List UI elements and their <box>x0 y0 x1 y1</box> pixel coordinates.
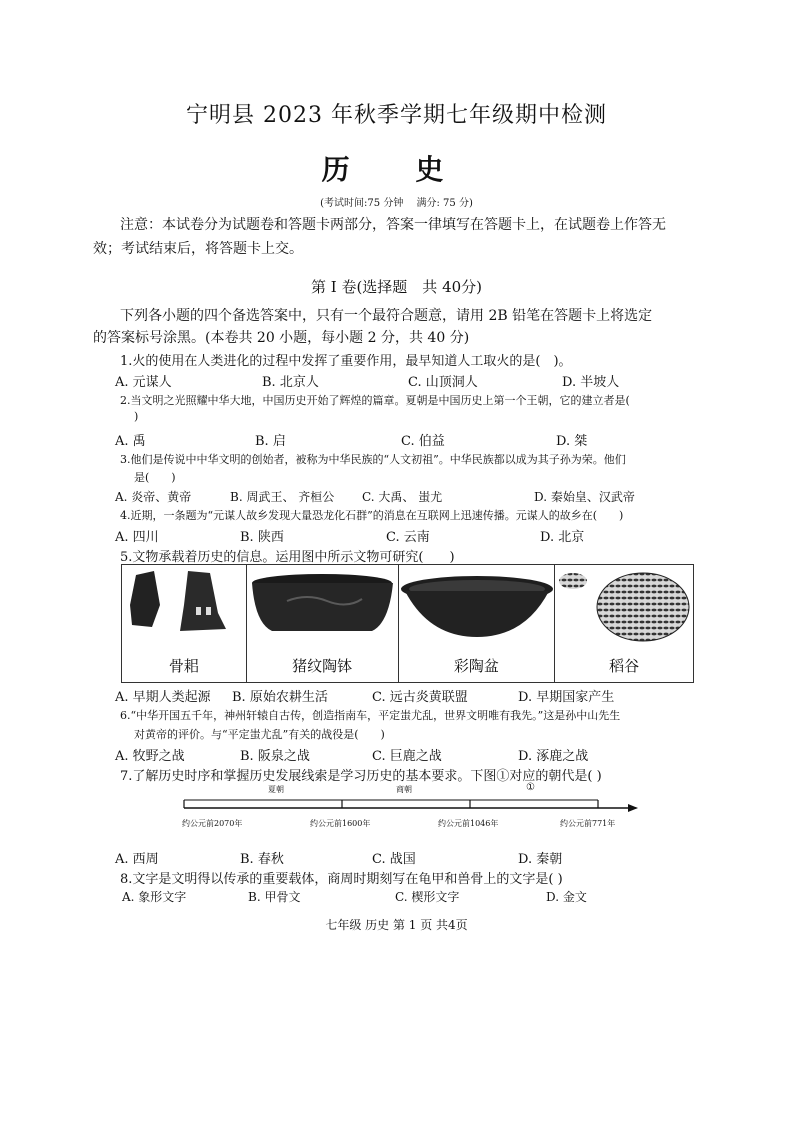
question-6-stem: 6.“中华开国五千年，神州轩辕自古传，创造指南车，平定蚩尤乱，世界文明唯有我先。”这是孙中山先生 <box>120 709 621 722</box>
page-footer: 七年级 历史 第 1 页 共4页 <box>325 918 468 932</box>
question-4-option-b: B. 陕西 <box>240 530 284 545</box>
question-1-option-d: D. 半坡人 <box>562 375 620 390</box>
notice-line-1: 注意：本试卷分为试题卷和答题卡两部分，答案一律填写在答题卡上，在试题卷上作答无 <box>120 217 666 233</box>
question-2-option-b: B. 启 <box>255 434 286 449</box>
question-2-stem-cont: ) <box>134 410 139 423</box>
question-8-stem: 8.文字是文明得以传承的重要载体，商周时期刻写在龟甲和兽骨上的文字是( ) <box>120 872 563 887</box>
subject-title: 历 史 <box>321 153 472 186</box>
section-intro-2: 的答案标号涂黑。(本卷共 20 小题，每小题 2 分，共 40 分) <box>93 330 470 346</box>
artifact-figure <box>121 564 694 683</box>
question-5-option-c: C. 远古炎黄联盟 <box>372 690 468 705</box>
question-3-stem: 3.他们是传说中中华文明的创始者，被称为中华民族的“人文初祖”。中华民族都以成为其子孙为荣。他们 <box>120 453 626 466</box>
question-1-option-c: C. 山顶洞人 <box>408 375 478 390</box>
timeline-bottom-label-3: 约公元前1046年 <box>438 819 499 828</box>
question-6-option-b: B. 阪泉之战 <box>240 749 310 764</box>
question-1-option-a: A. 元谋人 <box>115 375 172 390</box>
artifact-rice-grain <box>555 565 693 682</box>
timeline-bottom-label-2: 约公元前1600年 <box>310 819 371 828</box>
artifact-pig-pottery-bowl <box>247 565 399 682</box>
timeline-bottom-label-1: 约公元前2070年 <box>182 819 243 828</box>
question-7-option-a: A. 西周 <box>115 852 159 867</box>
section-title: 第 I 卷(选择题 共 40分) <box>310 278 483 296</box>
exam-title: 宁明县 2023 年秋季学期七年级期中检测 <box>186 103 607 128</box>
pottery-basin-icon <box>399 565 555 655</box>
question-4-option-d: D. 北京 <box>540 530 585 545</box>
question-4-stem: 4.近期，一条题为“元谋人故乡发现大量恐龙化石群”的消息在互联网上迅速传播。元谋人的故乡在( ) <box>120 509 624 522</box>
timeline-bottom-label-4: 约公元前771年 <box>560 819 616 828</box>
rice-grain-icon <box>555 565 693 655</box>
timeline-top-label-shang: 商朝 <box>396 785 412 794</box>
bone-spade-icon <box>122 565 246 655</box>
question-8-option-a: A. 象形文字 <box>122 890 187 904</box>
question-1-stem: 1.火的使用在人类进化的过程中发挥了重要作用，最早知道人工取火的是( )。 <box>120 354 572 369</box>
question-3-option-a: A. 炎帝、黄帝 <box>115 490 192 504</box>
question-8-option-b: B. 甲骨文 <box>248 890 301 904</box>
question-5-stem: 5.文物承载着历史的信息。运用图中所示文物可研究( ) <box>120 550 455 565</box>
question-2-stem: 2.当文明之光照耀中华大地，中国历史开始了辉煌的篇章。夏朝是中国历史上第一个王朝，它的建立者是( <box>120 394 630 407</box>
question-2-option-d: D. 桀 <box>556 434 588 449</box>
question-6-option-d: D. 涿鹿之战 <box>518 749 589 764</box>
question-5-option-d: D. 早期国家产生 <box>518 690 615 705</box>
artifact-caption-3: 彩陶盆 <box>453 657 499 675</box>
question-7-option-b: B. 春秋 <box>240 852 284 867</box>
pottery-bowl-icon <box>247 565 398 655</box>
question-7-option-d: D. 秦朝 <box>518 852 563 867</box>
question-3-option-c: C. 大禹、 蚩尤 <box>362 490 443 504</box>
question-3-option-b: B. 周武王、 齐桓公 <box>230 490 335 504</box>
question-8-option-c: C. 楔形文字 <box>395 890 460 904</box>
artifact-bone-spade <box>122 565 247 682</box>
artifact-caption-2: 猪纹陶钵 <box>292 657 353 675</box>
timeline-top-label-xia: 夏朝 <box>268 785 284 794</box>
question-4-option-a: A. 四川 <box>115 530 159 545</box>
question-1-option-b: B. 北京人 <box>262 375 319 390</box>
timeline-top-label-blank: ① <box>526 782 535 793</box>
exam-info: (考试时间:75 分钟 满分: 75 分) <box>320 198 473 209</box>
question-4-option-c: C. 云南 <box>386 530 430 545</box>
question-6-stem-cont: 对黄帝的评价。与“平定蚩尤乱”有关的战役是( ) <box>134 728 385 741</box>
question-5-option-b: B. 原始农耕生活 <box>232 690 328 705</box>
question-2-option-a: A. 禹 <box>115 434 146 449</box>
question-2-option-c: C. 伯益 <box>401 434 445 449</box>
question-3-stem-cont: 是( ) <box>134 471 176 484</box>
artifact-painted-pottery-basin <box>399 565 556 682</box>
question-5-option-a: A. 早期人类起源 <box>115 690 211 705</box>
artifact-caption-1: 骨耜 <box>168 657 199 675</box>
question-8-option-d: D. 金文 <box>546 890 587 904</box>
question-6-option-a: A. 牧野之战 <box>115 749 185 764</box>
notice-line-2: 效；考试结束后，将答题卡上交。 <box>93 241 303 257</box>
section-intro-1: 下列各小题的四个备选答案中，只有一个最符合题意，请用 2B 铅笔在答题卡上将选定 <box>120 308 653 324</box>
timeline-figure <box>180 780 640 828</box>
question-3-option-d: D. 秦始皇、汉武帝 <box>534 490 635 504</box>
question-6-option-c: C. 巨鹿之战 <box>372 749 442 764</box>
question-7-option-c: C. 战国 <box>372 852 416 867</box>
question-7-stem: 7.了解历史时序和掌握历史发展线索是学习历史的基本要求。下图①对应的朝代是( ) <box>120 769 602 784</box>
artifact-caption-4: 稻谷 <box>609 657 640 675</box>
